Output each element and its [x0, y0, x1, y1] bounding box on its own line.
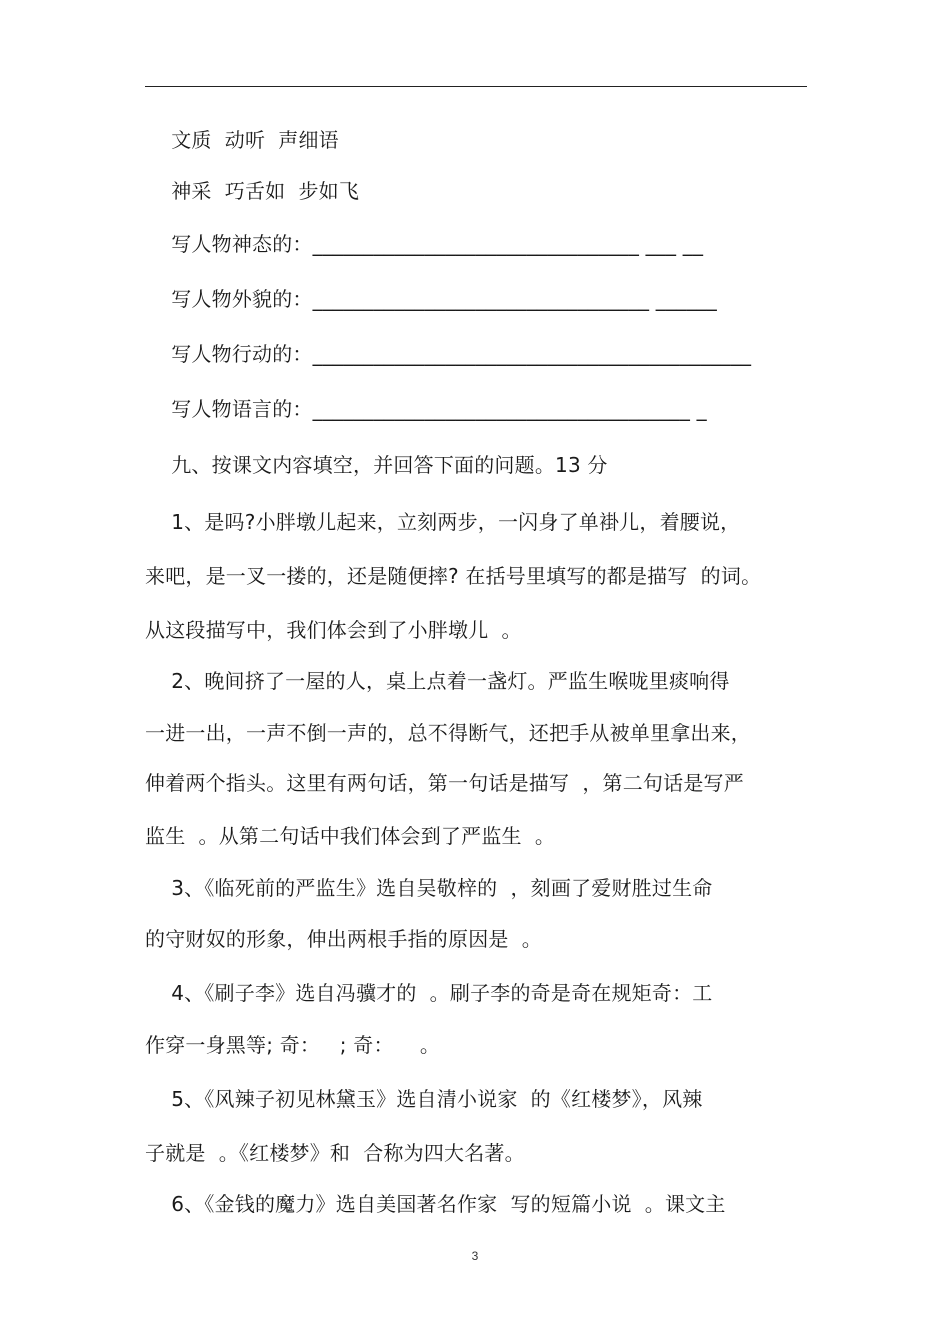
section-heading: 九、按课文内容填空，并回答下面的问题。13 分	[145, 453, 608, 477]
fill-blank-line: 写人物行动的：___________________________________________	[145, 342, 752, 366]
paragraph-line: 一进一出，一声不倒一声的，总不得断气，还把手从被单里拿出来，	[145, 721, 751, 745]
paragraph-line: 4、《刷子李》选自冯骥才的 。刷子李的奇是奇在规矩奇：工	[145, 981, 713, 1005]
paragraph-line: 5、《风辣子初见林黛玉》选自清小说家 的《红楼梦》，风辣	[145, 1087, 703, 1111]
paragraph-line: 从这段描写中，我们体会到了小胖墩儿 。	[145, 618, 522, 642]
text-line: 神采 巧舌如 步如飞	[145, 179, 360, 203]
paragraph-line: 的守财奴的形象，伸出两根手指的原因是 。	[145, 927, 542, 951]
paragraph-line: 来吧，是一叉一搂的，还是随便摔? 在括号里填写的都是描写 的词。	[145, 564, 762, 588]
paragraph-line: 2、晚间挤了一屋的人，桌上点着一盏灯。严监生喉咙里痰响得	[145, 669, 730, 693]
text-line: 文质 动听 声细语	[145, 128, 339, 152]
fill-blank-line: 写人物神态的：________________________________ ___ __	[145, 232, 704, 256]
page-number: 3	[471, 1249, 479, 1263]
fill-blank-line: 写人物外貌的：_________________________________ ______	[145, 287, 717, 311]
paragraph-line: 伸着两个指头。这里有两句话，第一句话是描写 ，第二句话是写严	[145, 771, 744, 795]
header-rule	[145, 86, 807, 87]
paragraph-line: 1、是吗?小胖墩儿起来，立刻两步，一闪身了单褂儿，着腰说，	[145, 510, 741, 534]
fill-blank-line: 写人物语言的：_____________________________________ _	[145, 397, 707, 421]
paragraph-line: 子就是 。《红楼梦》和 合称为四大名著。	[145, 1141, 525, 1165]
paragraph-line: 3、《临死前的严监生》选自吴敬梓的 ，刻画了爱财胜过生命	[145, 876, 713, 900]
paragraph-line: 作穿一身黑等; 奇： ; 奇： 。	[145, 1033, 441, 1057]
paragraph-line: 6、《金钱的魔力》选自美国著名作家 写的短篇小说 。课文主	[145, 1192, 726, 1216]
paragraph-line: 监生 。从第二句话中我们体会到了严监生 。	[145, 824, 556, 848]
